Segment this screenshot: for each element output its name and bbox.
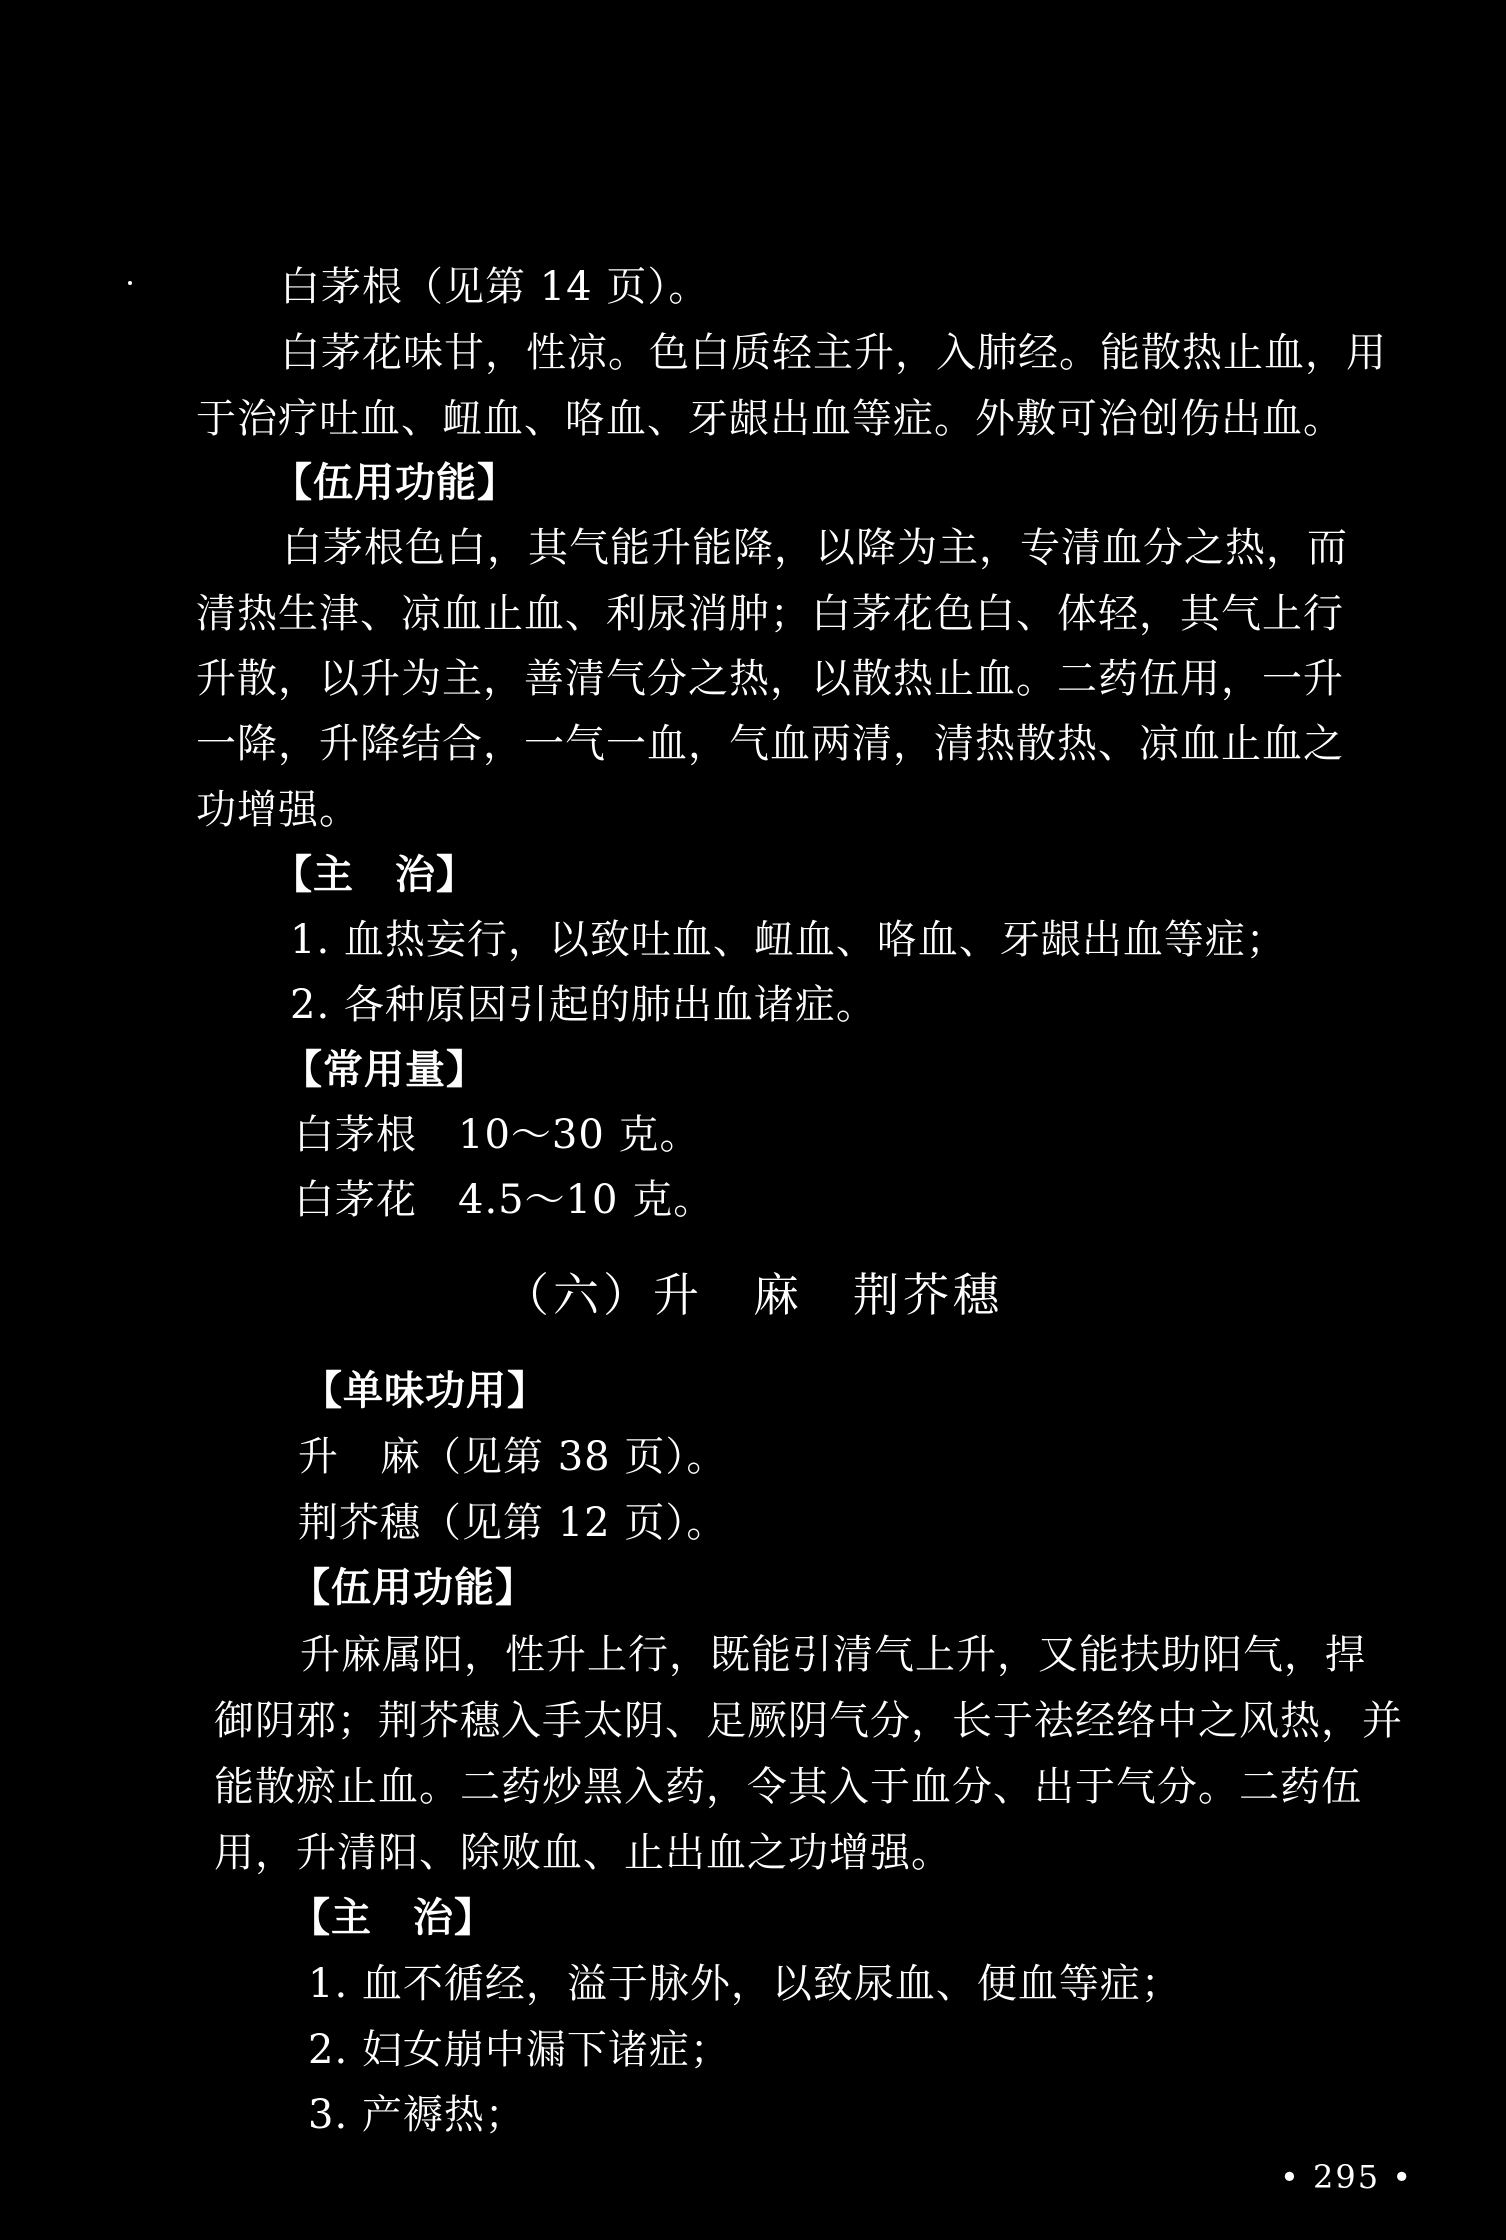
scan-speck — [128, 281, 132, 285]
dosage-item: 白茅根 10～30 克。 — [294, 1112, 701, 1158]
paragraph-line: 御阴邪；荆芥穗入手太阴、足厥阴气分，长于祛经络中之风热，并 — [214, 1698, 1403, 1744]
herb-ref-shengma: 升 麻（见第 38 页）。 — [298, 1434, 728, 1480]
paragraph-line: 一降，升降结合，一气一血，气血两清，清热散热、凉血止血之 — [196, 721, 1344, 767]
list-item: 2. 妇女崩中漏下诸症； — [308, 2027, 731, 2073]
paragraph-line: 于治疗吐血、衄血、咯血、牙龈出血等症。外敷可治创伤出血。 — [196, 396, 1344, 442]
page-number: • 295 • — [1280, 2158, 1414, 2196]
paragraph-line: 功增强。 — [196, 787, 360, 833]
section-title: （六）升 麻 荆芥穗 — [503, 1268, 1003, 1322]
herb-ref-baimaogen: 白茅根（见第 14 页）。 — [280, 264, 710, 310]
paragraph-line: 白茅花味甘，性凉。色白质轻主升，入肺经。能散热止血，用 — [280, 330, 1387, 376]
section-head-wuyong: 【伍用功能】 — [272, 460, 518, 506]
section-head-zhuzhi: 【主 治】 — [290, 1895, 495, 1941]
paragraph-line: 升麻属阳，性升上行，既能引清气上升，又能扶助阳气，捍 — [300, 1632, 1366, 1678]
list-item: 1. 血热妄行，以致吐血、衄血、咯血、牙龈出血等症； — [290, 917, 1287, 963]
paragraph-line: 能散瘀止血。二药炒黑入药，令其入于血分、出于气分。二药伍 — [214, 1764, 1362, 1810]
paragraph-line: 清热生津、凉血止血、利尿消肿；白茅花色白、体轻，其气上行 — [196, 591, 1344, 637]
list-item: 1. 血不循经，溢于脉外，以致尿血、便血等症； — [308, 1961, 1182, 2007]
section-head-dosage: 【常用量】 — [282, 1047, 487, 1093]
paragraph-line: 升散，以升为主，善清气分之热，以散热止血。二药伍用，一升 — [196, 656, 1344, 702]
paragraph-line: 白茅根色白，其气能升能降，以降为主，专清血分之热，而 — [282, 525, 1348, 571]
dosage-item: 白茅花 4.5～10 克。 — [294, 1177, 715, 1223]
list-item: 3. 产褥热； — [308, 2092, 526, 2138]
herb-ref-jingjiesui: 荆芥穗（见第 12 页）。 — [298, 1500, 728, 1546]
section-head-zhuzhi: 【主 治】 — [272, 852, 477, 898]
section-head-danwei: 【单味功用】 — [302, 1368, 548, 1414]
list-item: 2. 各种原因引起的肺出血诸症。 — [290, 982, 877, 1028]
paragraph-line: 用，升清阳、除败血、止出血之功增强。 — [214, 1830, 952, 1876]
section-head-wuyong: 【伍用功能】 — [290, 1565, 536, 1611]
